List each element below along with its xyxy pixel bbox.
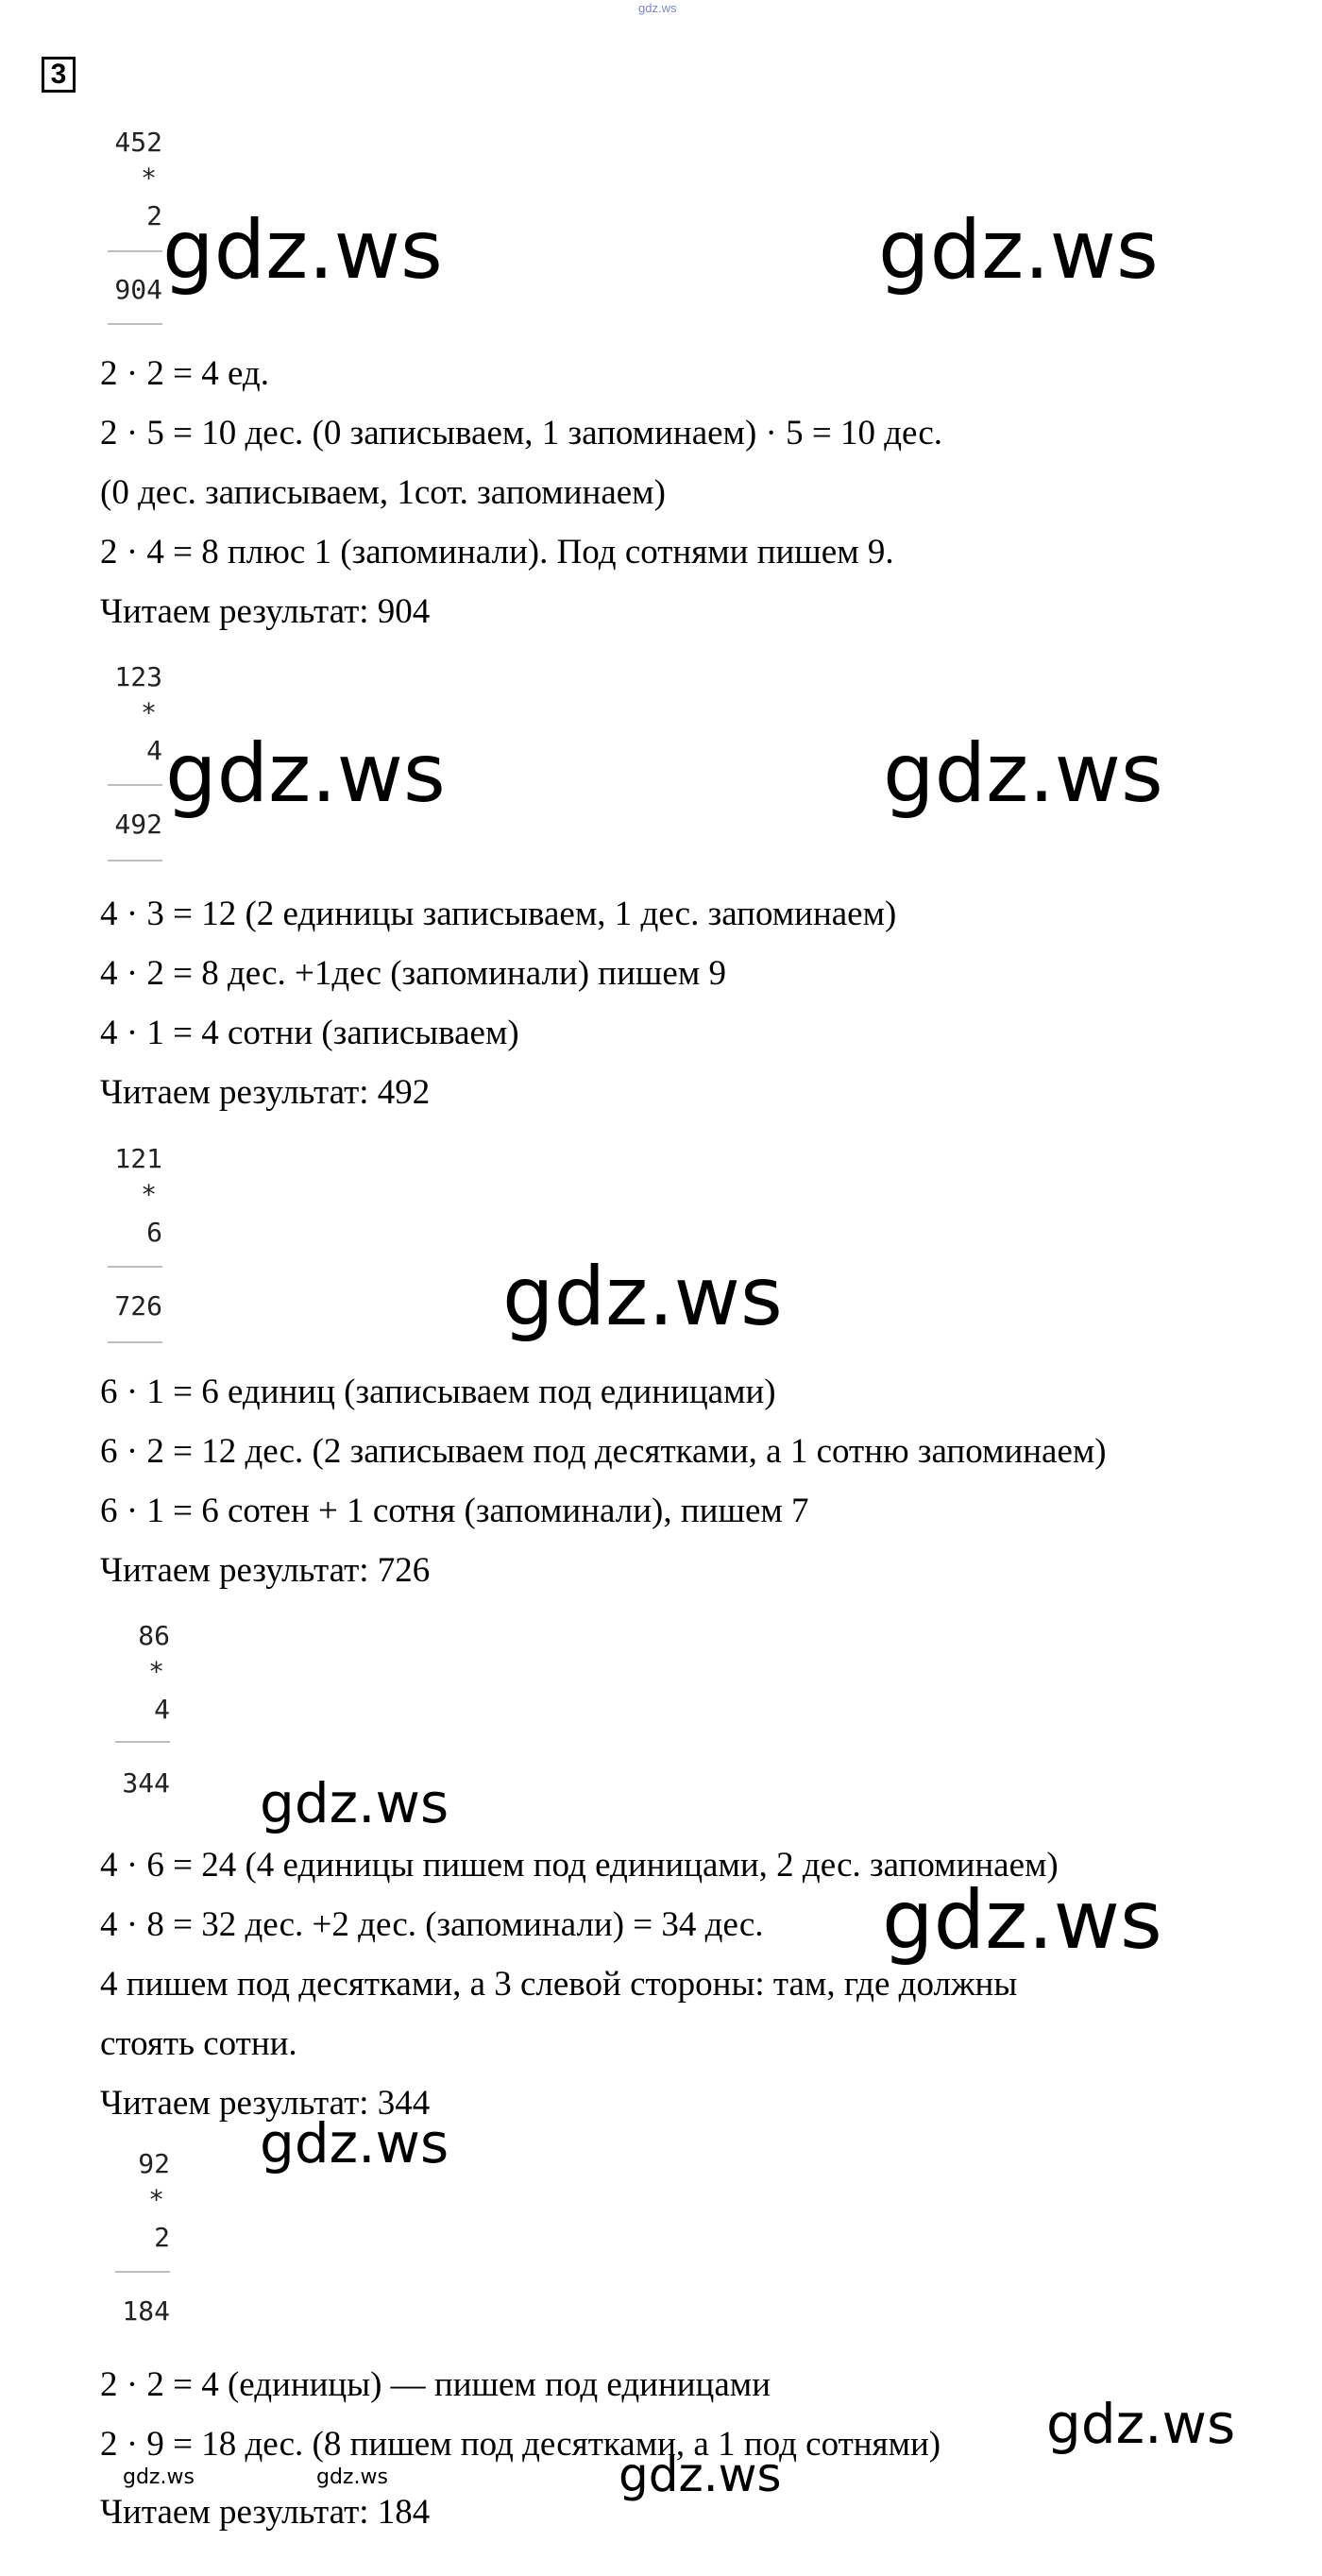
explanation-line: (0 дес. записываем, 1сот. запоминаем) — [100, 473, 666, 512]
watermark-text: gdz.ws — [878, 203, 1159, 298]
multiplier: 2 — [146, 200, 162, 231]
watermark-text: gdz.ws — [260, 2111, 449, 2175]
watermark-text: gdz.ws — [316, 2465, 388, 2489]
multiplier: 2 — [154, 2222, 170, 2253]
explanation-line: 6 · 1 = 6 сотен + 1 сотня (запоминали), пишем 7 — [100, 1492, 809, 1530]
result-line: Читаем результат: 492 — [100, 1073, 431, 1112]
watermark-text: gdz.ws — [502, 1250, 783, 1344]
explanation-line: 4 · 1 = 4 сотни (записываем) — [100, 1014, 519, 1052]
column-rule — [115, 1741, 170, 1743]
column-multiplication — [68, 1143, 162, 1351]
explanation-line: 2 · 5 = 10 дес. (0 записываем, 1 запоминаем) · 5 = 10 дес. — [100, 414, 943, 452]
watermark-text: gdz.ws — [883, 726, 1163, 821]
product: 184 — [122, 2295, 170, 2327]
operator: * — [148, 1656, 164, 1687]
column-multiplication — [76, 2144, 170, 2352]
explanation-line: 4 пишем под десятками, а 3 слевой стороны: там, где должны — [100, 1965, 1018, 2004]
column-multiplication — [68, 661, 162, 869]
product: 344 — [122, 1767, 170, 1799]
watermark-text: gdz.ws — [260, 1771, 449, 1835]
multiplicand: 123 — [114, 661, 162, 692]
operator: * — [148, 2184, 164, 2215]
task-number: 3 — [42, 57, 76, 93]
top-watermark: gdz.ws — [638, 1, 677, 15]
multiplicand: 121 — [114, 1143, 162, 1174]
multiplicand: 452 — [114, 127, 162, 158]
column-rule — [108, 1266, 162, 1268]
result-line: Читаем результат: 726 — [100, 1551, 431, 1590]
explanation-line: 4 · 6 = 24 (4 единицы пишем под единицами, 2 дес. запоминаем) — [100, 1846, 1059, 1885]
result-line: Читаем результат: 904 — [100, 592, 431, 631]
multiplier: 4 — [154, 1694, 170, 1725]
column-rule — [108, 1341, 162, 1343]
result-line: Читаем результат: 344 — [100, 2084, 431, 2123]
column-rule — [115, 2271, 170, 2273]
explanation-line: 6 · 2 = 12 дес. (2 записываем под десятками, а 1 сотню запоминаем) — [100, 1432, 1107, 1471]
explanation-line: 2 · 2 = 4 (единицы) — пишем под единицами — [100, 2365, 771, 2404]
column-rule — [108, 784, 162, 786]
product: 492 — [114, 809, 162, 840]
watermark-text: gdz.ws — [162, 203, 443, 298]
column-multiplication — [76, 1620, 170, 1828]
column-rule — [108, 860, 162, 862]
watermark-text: gdz.ws — [619, 2448, 782, 2502]
watermark-text: gdz.ws — [1046, 2392, 1236, 2456]
watermark-text: gdz.ws — [882, 1873, 1162, 1968]
product: 904 — [114, 274, 162, 305]
multiplicand: 86 — [138, 1620, 170, 1651]
multiplicand: 92 — [138, 2148, 170, 2179]
operator: * — [141, 1179, 157, 1210]
operator: * — [141, 697, 157, 728]
explanation-line: стоять сотни. — [100, 2024, 297, 2063]
result-line: Читаем результат: 184 — [100, 2493, 431, 2532]
operator: * — [141, 162, 157, 194]
explanation-line: 2 · 9 = 18 дес. (8 пишем под десятками, а 1 под сотнями) — [100, 2425, 941, 2464]
explanation-line: 4 · 2 = 8 дес. +1дес (запоминали) пишем 9 — [100, 954, 726, 993]
explanation-line: 4 · 8 = 32 дес. +2 дес. (запоминали) = 34 дес. — [100, 1905, 764, 1944]
multiplier: 4 — [146, 735, 162, 766]
column-multiplication — [68, 123, 162, 331]
column-rule — [108, 250, 162, 252]
multiplier: 6 — [146, 1217, 162, 1248]
watermark-text: gdz.ws — [165, 726, 446, 821]
explanation-line: 4 · 3 = 12 (2 единицы записываем, 1 дес. запоминаем) — [100, 895, 897, 933]
explanation-line: 2 · 4 = 8 плюс 1 (запоминали). Под сотнями пишем 9. — [100, 533, 894, 571]
explanation-line: 2 · 2 = 4 ед. — [100, 354, 269, 393]
product: 726 — [114, 1290, 162, 1322]
watermark-text: gdz.ws — [123, 2465, 195, 2489]
explanation-line: 6 · 1 = 6 единиц (записываем под единицами) — [100, 1373, 776, 1411]
column-rule — [108, 323, 162, 325]
